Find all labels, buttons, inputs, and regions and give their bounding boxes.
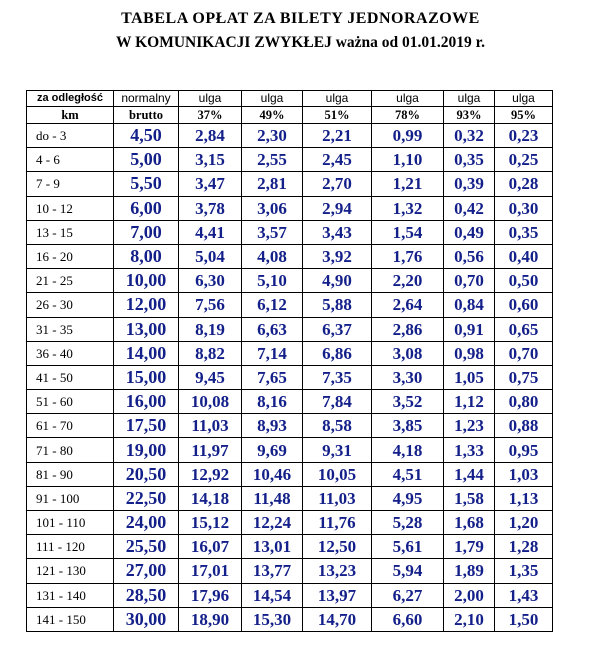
distance-cell: 61 - 70 — [27, 414, 114, 438]
normal-fare-cell: 22,50 — [114, 486, 179, 510]
discount-fare-cell: 11,03 — [303, 486, 372, 510]
subheader-cell: 78% — [372, 107, 444, 124]
discount-fare-cell: 7,35 — [303, 365, 372, 389]
distance-cell: 13 - 15 — [27, 220, 114, 244]
normal-fare-cell: 24,00 — [114, 511, 179, 535]
normal-fare-cell: 6,00 — [114, 196, 179, 220]
discount-fare-cell: 0,39 — [444, 172, 495, 196]
discount-fare-cell: 8,82 — [179, 341, 242, 365]
discount-fare-cell: 11,76 — [303, 511, 372, 535]
discount-fare-cell: 13,01 — [242, 535, 303, 559]
subheader-cell: 49% — [242, 107, 303, 124]
discount-fare-cell: 4,41 — [179, 220, 242, 244]
discount-fare-cell: 5,94 — [372, 559, 444, 583]
discount-fare-cell: 1,05 — [444, 365, 495, 389]
discount-fare-cell: 0,70 — [495, 341, 553, 365]
discount-fare-cell: 5,88 — [303, 293, 372, 317]
header-cell: za odległość — [27, 91, 114, 107]
normal-fare-cell: 30,00 — [114, 607, 179, 631]
discount-fare-cell: 3,85 — [372, 414, 444, 438]
distance-cell: do - 3 — [27, 124, 114, 148]
discount-fare-cell: 14,70 — [303, 607, 372, 631]
discount-fare-cell: 2,45 — [303, 148, 372, 172]
distance-cell: 101 - 110 — [27, 511, 114, 535]
discount-fare-cell: 8,58 — [303, 414, 372, 438]
discount-fare-cell: 12,24 — [242, 511, 303, 535]
distance-cell: 26 - 30 — [27, 293, 114, 317]
normal-fare-cell: 8,00 — [114, 244, 179, 268]
discount-fare-cell: 0,25 — [495, 148, 553, 172]
subheader-cell: 37% — [179, 107, 242, 124]
discount-fare-cell: 12,50 — [303, 535, 372, 559]
table-row — [27, 583, 553, 607]
table-row — [27, 148, 553, 172]
discount-fare-cell: 6,37 — [303, 317, 372, 341]
discount-fare-cell: 0,60 — [495, 293, 553, 317]
subheader-row — [27, 107, 553, 124]
normal-fare-cell: 10,00 — [114, 269, 179, 293]
discount-fare-cell: 8,16 — [242, 390, 303, 414]
distance-cell: 36 - 40 — [27, 341, 114, 365]
discount-fare-cell: 1,10 — [372, 148, 444, 172]
distance-cell: 131 - 140 — [27, 583, 114, 607]
distance-cell: 81 - 90 — [27, 462, 114, 486]
discount-fare-cell: 10,08 — [179, 390, 242, 414]
distance-cell: 41 - 50 — [27, 365, 114, 389]
discount-fare-cell: 2,21 — [303, 124, 372, 148]
discount-fare-cell: 14,54 — [242, 583, 303, 607]
discount-fare-cell: 0,95 — [495, 438, 553, 462]
discount-fare-cell: 9,31 — [303, 438, 372, 462]
discount-fare-cell: 2,70 — [303, 172, 372, 196]
discount-fare-cell: 6,12 — [242, 293, 303, 317]
discount-fare-cell: 2,64 — [372, 293, 444, 317]
discount-fare-cell: 0,30 — [495, 196, 553, 220]
normal-fare-cell: 12,00 — [114, 293, 179, 317]
table-row — [27, 269, 553, 293]
discount-fare-cell: 0,28 — [495, 172, 553, 196]
discount-fare-cell: 10,05 — [303, 462, 372, 486]
discount-fare-cell: 7,56 — [179, 293, 242, 317]
discount-fare-cell: 1,23 — [444, 414, 495, 438]
discount-fare-cell: 0,91 — [444, 317, 495, 341]
discount-fare-cell: 3,15 — [179, 148, 242, 172]
table-row — [27, 220, 553, 244]
distance-cell: 71 - 80 — [27, 438, 114, 462]
discount-fare-cell: 13,77 — [242, 559, 303, 583]
normal-fare-cell: 27,00 — [114, 559, 179, 583]
discount-fare-cell: 16,07 — [179, 535, 242, 559]
discount-fare-cell: 0,40 — [495, 244, 553, 268]
discount-fare-cell: 0,35 — [444, 148, 495, 172]
discount-fare-cell: 3,92 — [303, 244, 372, 268]
subheader-cell: 51% — [303, 107, 372, 124]
discount-fare-cell: 1,20 — [495, 511, 553, 535]
discount-fare-cell: 5,61 — [372, 535, 444, 559]
discount-fare-cell: 0,23 — [495, 124, 553, 148]
distance-cell: 121 - 130 — [27, 559, 114, 583]
distance-cell: 111 - 120 — [27, 535, 114, 559]
header-row — [27, 91, 553, 107]
discount-fare-cell: 0,84 — [444, 293, 495, 317]
normal-fare-cell: 5,50 — [114, 172, 179, 196]
discount-fare-cell: 6,30 — [179, 269, 242, 293]
discount-fare-cell: 2,30 — [242, 124, 303, 148]
header-cell: ulga — [242, 91, 303, 107]
table-row — [27, 341, 553, 365]
fare-table — [26, 90, 553, 632]
discount-fare-cell: 1,43 — [495, 583, 553, 607]
discount-fare-cell: 15,30 — [242, 607, 303, 631]
subheader-cell: 95% — [495, 107, 553, 124]
discount-fare-cell: 3,06 — [242, 196, 303, 220]
subheader-cell: brutto — [114, 107, 179, 124]
discount-fare-cell: 10,46 — [242, 462, 303, 486]
header-cell: ulga — [495, 91, 553, 107]
normal-fare-cell: 15,00 — [114, 365, 179, 389]
discount-fare-cell: 17,01 — [179, 559, 242, 583]
discount-fare-cell: 0,42 — [444, 196, 495, 220]
discount-fare-cell: 3,57 — [242, 220, 303, 244]
discount-fare-cell: 1,79 — [444, 535, 495, 559]
discount-fare-cell: 3,52 — [372, 390, 444, 414]
normal-fare-cell: 19,00 — [114, 438, 179, 462]
normal-fare-cell: 14,00 — [114, 341, 179, 365]
discount-fare-cell: 15,12 — [179, 511, 242, 535]
discount-fare-cell: 5,04 — [179, 244, 242, 268]
discount-fare-cell: 11,03 — [179, 414, 242, 438]
header-cell: ulga — [303, 91, 372, 107]
header-cell: ulga — [372, 91, 444, 107]
normal-fare-cell: 4,50 — [114, 124, 179, 148]
discount-fare-cell: 7,14 — [242, 341, 303, 365]
table-row — [27, 293, 553, 317]
distance-cell: 51 - 60 — [27, 390, 114, 414]
normal-fare-cell: 16,00 — [114, 390, 179, 414]
normal-fare-cell: 28,50 — [114, 583, 179, 607]
discount-fare-cell: 3,47 — [179, 172, 242, 196]
discount-fare-cell: 3,08 — [372, 341, 444, 365]
distance-cell: 10 - 12 — [27, 196, 114, 220]
discount-fare-cell: 1,76 — [372, 244, 444, 268]
discount-fare-cell: 4,95 — [372, 486, 444, 510]
normal-fare-cell: 7,00 — [114, 220, 179, 244]
discount-fare-cell: 1,03 — [495, 462, 553, 486]
discount-fare-cell: 4,90 — [303, 269, 372, 293]
table-row — [27, 438, 553, 462]
discount-fare-cell: 1,28 — [495, 535, 553, 559]
normal-fare-cell: 5,00 — [114, 148, 179, 172]
discount-fare-cell: 9,69 — [242, 438, 303, 462]
table-row — [27, 244, 553, 268]
discount-fare-cell: 17,96 — [179, 583, 242, 607]
discount-fare-cell: 5,10 — [242, 269, 303, 293]
discount-fare-cell: 1,54 — [372, 220, 444, 244]
normal-fare-cell: 13,00 — [114, 317, 179, 341]
discount-fare-cell: 0,80 — [495, 390, 553, 414]
discount-fare-cell: 0,32 — [444, 124, 495, 148]
table-row — [27, 414, 553, 438]
discount-fare-cell: 7,84 — [303, 390, 372, 414]
discount-fare-cell: 13,97 — [303, 583, 372, 607]
normal-fare-cell: 25,50 — [114, 535, 179, 559]
discount-fare-cell: 1,58 — [444, 486, 495, 510]
discount-fare-cell: 0,98 — [444, 341, 495, 365]
discount-fare-cell: 1,68 — [444, 511, 495, 535]
discount-fare-cell: 1,89 — [444, 559, 495, 583]
distance-cell: 141 - 150 — [27, 607, 114, 631]
normal-fare-cell: 20,50 — [114, 462, 179, 486]
discount-fare-cell: 6,27 — [372, 583, 444, 607]
header-cell: ulga — [444, 91, 495, 107]
discount-fare-cell: 18,90 — [179, 607, 242, 631]
discount-fare-cell: 2,10 — [444, 607, 495, 631]
discount-fare-cell: 0,88 — [495, 414, 553, 438]
discount-fare-cell: 0,65 — [495, 317, 553, 341]
discount-fare-cell: 1,33 — [444, 438, 495, 462]
discount-fare-cell: 4,08 — [242, 244, 303, 268]
discount-fare-cell: 2,20 — [372, 269, 444, 293]
discount-fare-cell: 12,92 — [179, 462, 242, 486]
discount-fare-cell: 0,35 — [495, 220, 553, 244]
discount-fare-cell: 13,23 — [303, 559, 372, 583]
discount-fare-cell: 6,60 — [372, 607, 444, 631]
discount-fare-cell: 0,49 — [444, 220, 495, 244]
discount-fare-cell: 7,65 — [242, 365, 303, 389]
table-row — [27, 511, 553, 535]
discount-fare-cell: 4,51 — [372, 462, 444, 486]
table-row — [27, 535, 553, 559]
discount-fare-cell: 6,86 — [303, 341, 372, 365]
discount-fare-cell: 1,32 — [372, 196, 444, 220]
discount-fare-cell: 2,84 — [179, 124, 242, 148]
discount-fare-cell: 1,44 — [444, 462, 495, 486]
discount-fare-cell: 3,30 — [372, 365, 444, 389]
subheader-cell: km — [27, 107, 114, 124]
discount-fare-cell: 2,55 — [242, 148, 303, 172]
distance-cell: 31 - 35 — [27, 317, 114, 341]
discount-fare-cell: 9,45 — [179, 365, 242, 389]
discount-fare-cell: 1,13 — [495, 486, 553, 510]
document-title: TABELA OPŁAT ZA BILETY JEDNORAZOWE — [121, 10, 480, 27]
distance-cell: 91 - 100 — [27, 486, 114, 510]
discount-fare-cell: 14,18 — [179, 486, 242, 510]
discount-fare-cell: 1,35 — [495, 559, 553, 583]
table-row — [27, 390, 553, 414]
table-row — [27, 196, 553, 220]
discount-fare-cell: 2,81 — [242, 172, 303, 196]
discount-fare-cell: 3,78 — [179, 196, 242, 220]
header-cell: ulga — [179, 91, 242, 107]
discount-fare-cell: 11,48 — [242, 486, 303, 510]
distance-cell: 21 - 25 — [27, 269, 114, 293]
subheader-cell: 93% — [444, 107, 495, 124]
table-row — [27, 607, 553, 631]
discount-fare-cell: 0,99 — [372, 124, 444, 148]
distance-cell: 16 - 20 — [27, 244, 114, 268]
discount-fare-cell: 1,12 — [444, 390, 495, 414]
discount-fare-cell: 5,28 — [372, 511, 444, 535]
table-row — [27, 317, 553, 341]
table-row — [27, 365, 553, 389]
discount-fare-cell: 0,50 — [495, 269, 553, 293]
discount-fare-cell: 1,21 — [372, 172, 444, 196]
discount-fare-cell: 6,63 — [242, 317, 303, 341]
discount-fare-cell: 1,50 — [495, 607, 553, 631]
discount-fare-cell: 11,97 — [179, 438, 242, 462]
discount-fare-cell: 0,70 — [444, 269, 495, 293]
document-subtitle: W KOMUNIKACJI ZWYKŁEJ ważna od 01.01.2019 r. — [115, 34, 486, 51]
distance-cell: 4 - 6 — [27, 148, 114, 172]
discount-fare-cell: 2,94 — [303, 196, 372, 220]
discount-fare-cell: 8,19 — [179, 317, 242, 341]
header-cell: normalny — [114, 91, 179, 107]
table-row — [27, 124, 553, 148]
discount-fare-cell: 4,18 — [372, 438, 444, 462]
table-row — [27, 462, 553, 486]
discount-fare-cell: 2,00 — [444, 583, 495, 607]
discount-fare-cell: 0,56 — [444, 244, 495, 268]
distance-cell: 7 - 9 — [27, 172, 114, 196]
table-row — [27, 559, 553, 583]
normal-fare-cell: 17,50 — [114, 414, 179, 438]
table-row — [27, 172, 553, 196]
discount-fare-cell: 2,86 — [372, 317, 444, 341]
discount-fare-cell: 0,75 — [495, 365, 553, 389]
discount-fare-cell: 8,93 — [242, 414, 303, 438]
table-row — [27, 486, 553, 510]
discount-fare-cell: 3,43 — [303, 220, 372, 244]
